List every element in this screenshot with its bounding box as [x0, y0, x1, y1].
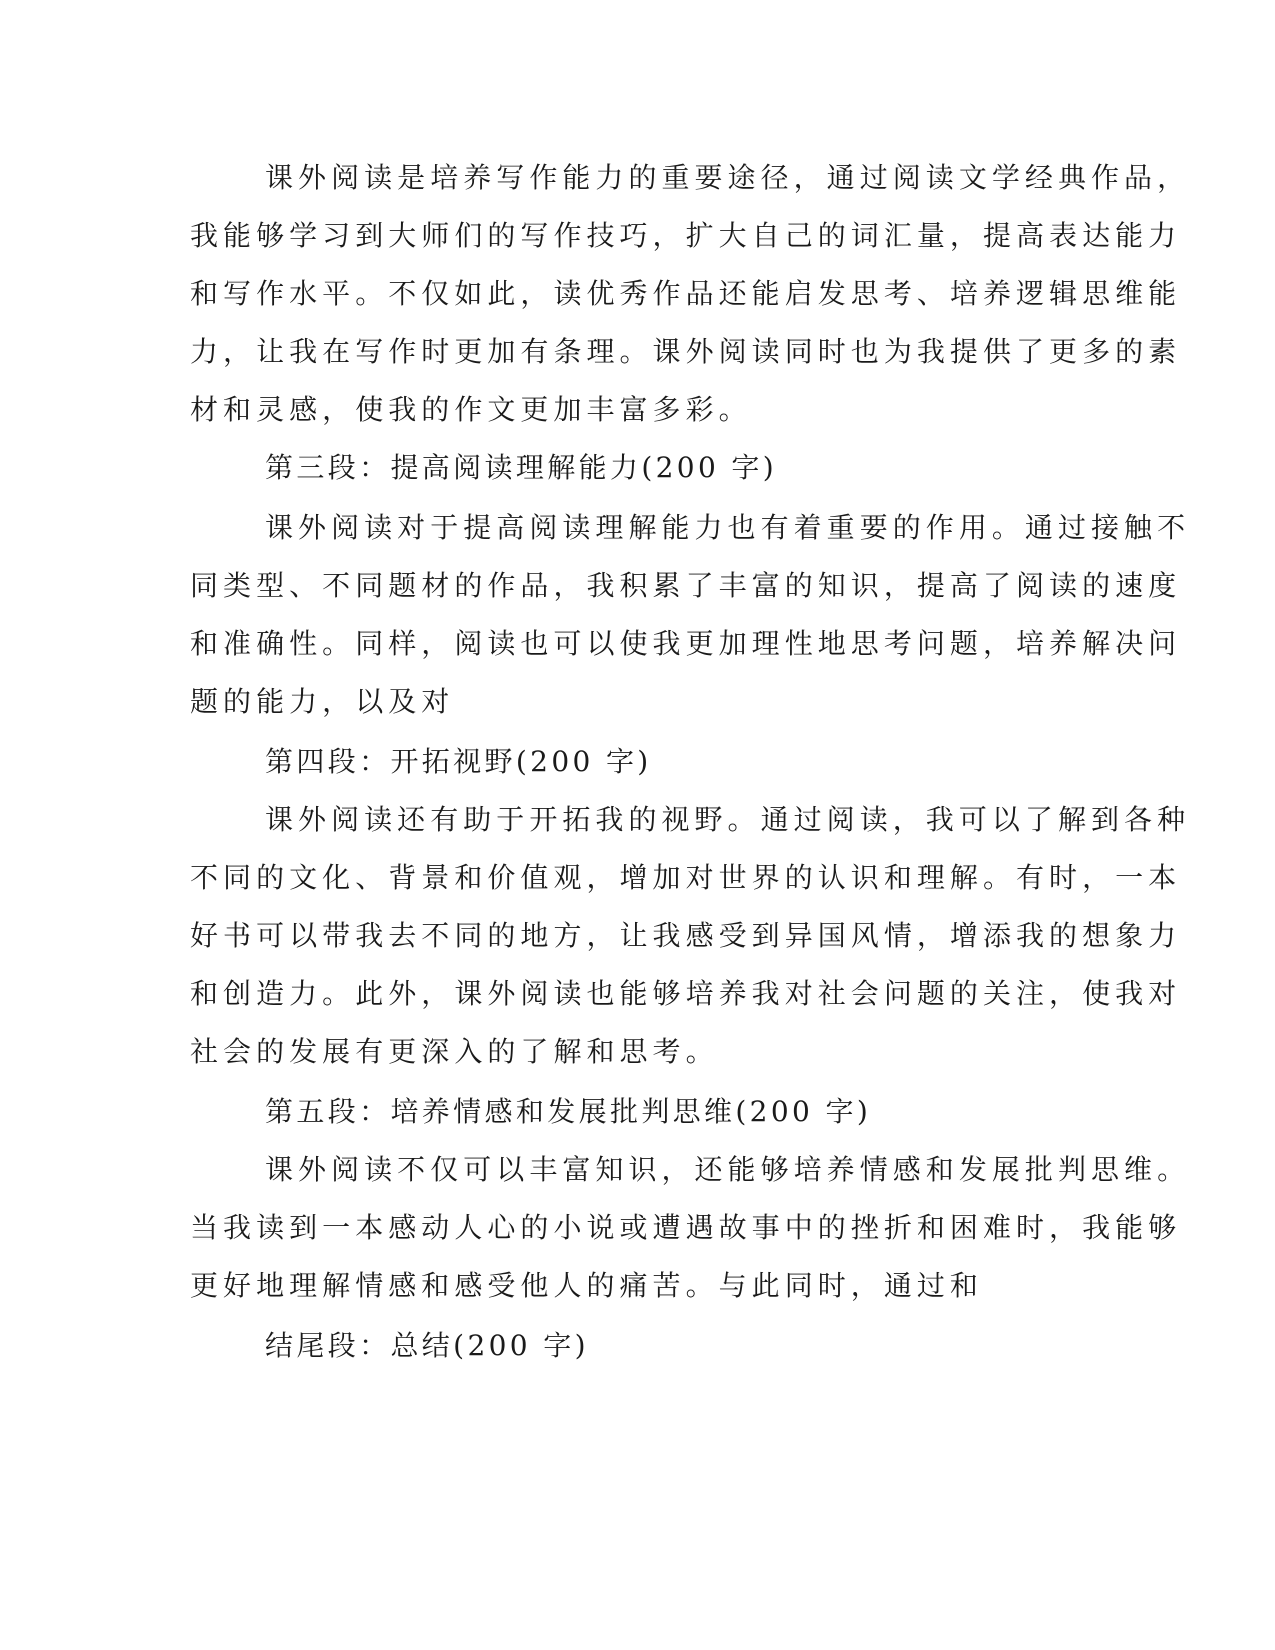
paragraph-line: 好书可以带我去不同的地方，让我感受到异国风情，增添我的想象力 [190, 919, 1182, 952]
paragraph-line: 课外阅读不仅可以丰富知识，还能够培养情感和发展批判思维。 [265, 1153, 1191, 1186]
paragraph-line: 我能够学习到大师们的写作技巧，扩大自己的词汇量，提高表达能力 [190, 219, 1182, 252]
paragraph-line: 和创造力。此外，课外阅读也能够培养我对社会问题的关注，使我对 [190, 977, 1182, 1010]
paragraph-line: 当我读到一本感动人心的小说或遭遇故事中的挫折和困难时，我能够 [190, 1211, 1182, 1244]
paragraph-line: 社会的发展有更深入的了解和思考。 [190, 1035, 719, 1068]
section-heading: 第三段：提高阅读理解能力(200 字) [265, 451, 778, 484]
paragraph-line: 课外阅读对于提高阅读理解能力也有着重要的作用。通过接触不 [265, 511, 1191, 544]
paragraph-line: 更好地理解情感和感受他人的痛苦。与此同时，通过和 [190, 1269, 983, 1302]
paragraph-line: 课外阅读还有助于开拓我的视野。通过阅读，我可以了解到各种 [265, 803, 1191, 836]
paragraph-line: 和准确性。同样，阅读也可以使我更加理性地思考问题，培养解决问 [190, 627, 1182, 660]
paragraph-line: 同类型、不同题材的作品，我积累了丰富的知识，提高了阅读的速度 [190, 569, 1182, 602]
paragraph-line: 材和灵感，使我的作文更加丰富多彩。 [190, 393, 752, 426]
section-heading: 结尾段：总结(200 字) [265, 1329, 589, 1362]
section-heading: 第四段：开拓视野(200 字) [265, 745, 652, 778]
paragraph-line: 课外阅读是培养写作能力的重要途径，通过阅读文学经典作品， [265, 161, 1191, 194]
paragraph-line: 题的能力，以及对 [190, 685, 455, 718]
paragraph-line: 和写作水平。不仅如此，读优秀作品还能启发思考、培养逻辑思维能 [190, 277, 1182, 310]
section-heading: 第五段：培养情感和发展批判思维(200 字) [265, 1095, 872, 1128]
paragraph-line: 力，让我在写作时更加有条理。课外阅读同时也为我提供了更多的素 [190, 335, 1182, 368]
paragraph-line: 不同的文化、背景和价值观，增加对世界的认识和理解。有时，一本 [190, 861, 1182, 894]
